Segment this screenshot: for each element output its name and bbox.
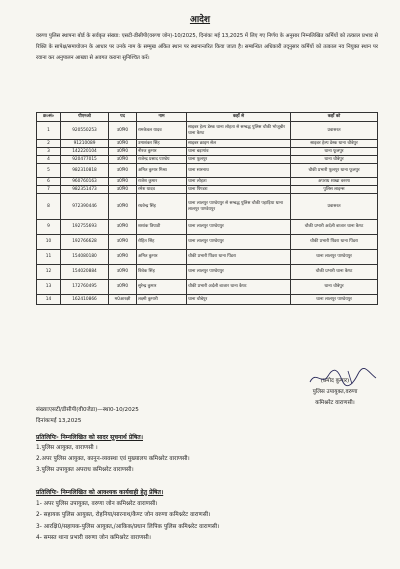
cell-pno: 920477015 bbox=[61, 156, 109, 164]
cell-name: रामकेवल यादव bbox=[137, 122, 187, 140]
cell-rank: उ0नि0 bbox=[109, 280, 137, 295]
cell-rank: उ0नि0 bbox=[109, 178, 137, 186]
cell-rank: उ0नि0 bbox=[109, 235, 137, 250]
cell-from: थाना लोहता bbox=[187, 178, 291, 186]
cell-from: चौकी प्रभारी पिंडरा थाना पिंडरा bbox=[187, 250, 291, 265]
copy-for-action bbox=[36, 487, 381, 545]
cell-rank: उ0नि0 bbox=[109, 140, 137, 148]
reference-block bbox=[36, 405, 139, 427]
cell-from: चौकी प्रभारी अर्दली बाजार थाना कैण्ट bbox=[187, 280, 291, 295]
reference-number: संख्याःएसटी/डीसीपी(वी0जेडा)—स्था0-10/2025 bbox=[36, 407, 139, 413]
table-row bbox=[37, 148, 378, 156]
cell-to: थाना चौबेपुर bbox=[291, 156, 378, 164]
cell-from: थाना लालपुर पाण्डेयपुर bbox=[187, 235, 291, 250]
copy-info-title: प्रतिलिपिः- निम्नलिखित को सादर सूचनार्थ प्रेषित। bbox=[36, 434, 143, 441]
order-intro-paragraph: वरुणा पुलिस स्थापना बोर्ड के सर्वकृत संख्या: एसटी-डीसीपी(वरुणा जोन)-10/2025, दिनांकः मई 13,2025 में लिए गए निर्णय के अनुसार निम्नलिखित कर्मियों को तत्काल प्रभाव से रिक्ति के सापेक्ष/समायोजन के आधार पर उनके नाम के सम्मुख अंकित स्थान पर स्थानान्तरित किया जाता है। सम्बन्धित अधिकारी तद्नुसार कर्मियों को तत्काल नव नियुक्त स्थान पर रवाना कर अनुपालन आख्या से अवगत कराना सुनिश्चित करें। bbox=[36, 33, 378, 61]
reference-date: दिनांकःमई 13,2025 bbox=[36, 418, 82, 424]
table-row bbox=[37, 250, 378, 265]
cell-pno: 192755693 bbox=[61, 220, 109, 235]
table-row bbox=[37, 156, 378, 164]
cell-serial: 8 bbox=[37, 194, 61, 220]
cell-serial: 12 bbox=[37, 265, 61, 280]
table-row bbox=[37, 220, 378, 235]
cell-pno: 920550253 bbox=[61, 122, 109, 140]
cell-pno: 972390446 bbox=[61, 194, 109, 220]
cell-from: थाना पिण्डरा bbox=[187, 186, 291, 194]
cell-name: विवेक सिंह bbox=[137, 265, 187, 280]
header-pno: पीएनओ bbox=[61, 113, 109, 122]
table-row bbox=[37, 122, 378, 140]
table-row bbox=[37, 164, 378, 178]
table-row bbox=[37, 140, 378, 148]
cell-pno: 960760163 bbox=[61, 178, 109, 186]
cell-rank: उ0नि0 bbox=[109, 250, 137, 265]
cell-rank: उ0नि0 bbox=[109, 156, 137, 164]
cell-rank: उ0नि0 bbox=[109, 122, 137, 140]
cell-serial: 13 bbox=[37, 280, 61, 295]
cell-name: लक्ष्मी कुमारी bbox=[137, 295, 187, 305]
cell-pno: 162410866 bbox=[61, 295, 109, 305]
cell-serial: 6 bbox=[37, 178, 61, 186]
cell-name: रघवेन्द्र सिंह bbox=[137, 194, 187, 220]
cell-from: साइबर क्राइम सेल bbox=[187, 140, 291, 148]
cell-to: चौकी प्रभारी अर्दली बाजार थाना कैण्ट bbox=[291, 220, 378, 235]
table-row bbox=[37, 265, 378, 280]
cell-to: अपराध शाखा वरुणा bbox=[291, 178, 378, 186]
header-rank: पद bbox=[109, 113, 137, 122]
cell-pno: 172760495 bbox=[61, 280, 109, 295]
cell-from: थाना बड़ागांव bbox=[187, 148, 291, 156]
cell-rank: उ0नि0 bbox=[109, 265, 137, 280]
cell-rank: उ0नि0 bbox=[109, 164, 137, 178]
cell-from: थाना फूलपुर bbox=[187, 156, 291, 164]
cell-name: रोहित सिंह bbox=[137, 235, 187, 250]
cell-to: थाना लालपुर पाण्डेयपुर bbox=[291, 250, 378, 265]
cell-rank: उ0नि0 bbox=[109, 186, 137, 194]
signatory-office: कमिश्नरेट वाराणसी। bbox=[315, 400, 355, 406]
header-to: कहाँ को bbox=[291, 113, 378, 122]
table-body bbox=[37, 122, 378, 305]
cell-from: थाना लालपुर पाण्डेयपुर bbox=[187, 220, 291, 235]
cell-to: थाना लालपुर पाण्डेयपुर bbox=[291, 295, 378, 305]
cell-name: अमित कुमार bbox=[137, 250, 187, 265]
list-item: 1.पुलिस आयुक्त, वाराणसी । bbox=[36, 445, 98, 451]
copy-for-information bbox=[36, 432, 381, 476]
cell-name: उमाशंकर सिंह bbox=[137, 140, 187, 148]
cell-pno: 154020884 bbox=[61, 265, 109, 280]
cell-name: सुरेन्द्र कुमार bbox=[137, 280, 187, 295]
cell-serial: 7 bbox=[37, 186, 61, 194]
cell-pno: 154080180 bbox=[61, 250, 109, 265]
cell-serial: 1 bbox=[37, 122, 61, 140]
cell-rank: म0आरक्षी bbox=[109, 295, 137, 305]
cell-to: पुलिस लाइन्स bbox=[291, 186, 378, 194]
document-title: आदेश bbox=[189, 15, 211, 25]
cell-pno: 192766628 bbox=[61, 235, 109, 250]
cell-name: राजेश कुमार bbox=[137, 178, 187, 186]
cell-serial: 5 bbox=[37, 164, 61, 178]
cell-serial: 4 bbox=[37, 156, 61, 164]
signature-scribble-icon bbox=[308, 368, 378, 388]
cell-name: नीरज कुमार bbox=[137, 148, 187, 156]
cell-from: थाना लालपुर पाण्डेयपुर से सम्बद्ध पुलिस चौकी पहाड़िया थाना लालपुर पाण्डेयपुर bbox=[187, 194, 291, 220]
cell-name: अमित कुमार मिश्रा bbox=[137, 164, 187, 178]
cell-from: थाना लालपुर पाण्डेयपुर bbox=[187, 265, 291, 280]
table-row bbox=[37, 178, 378, 186]
cell-to: चौकी प्रभारी पिंडरा थाना पिंडरा bbox=[291, 235, 378, 250]
cell-pno: 982310818 bbox=[61, 164, 109, 178]
cell-serial: 2 bbox=[37, 140, 61, 148]
cell-to: साइबर हेल्प डेस्क थाना चौबेपुर bbox=[291, 140, 378, 148]
signature-block bbox=[290, 376, 380, 409]
cell-serial: 9 bbox=[37, 220, 61, 235]
list-item: 2- सहायक पुलिस आयुक्त, रोहनिया/सारनाथ/कैण्ट जोन वरुणा कमिश्नरेट वाराणसी। bbox=[36, 512, 211, 518]
cell-from: साइबर हेल्प डेस्क थाना लोहता से सम्बद्ध पुलिस चौकी भोजूबीर थाना कैण्ट bbox=[187, 122, 291, 140]
list-item: 3- आरक्षि0/सहायक-पुलिस आयुक्त,/आकिक/प्रधान लिपिक पुलिस कमिश्नरेट वाराणसी। bbox=[36, 523, 220, 530]
signatory-designation: पुलिस उपायुक्त,वरुणा bbox=[312, 389, 358, 395]
cell-name: राजेन्द्र प्रसाद पाण्डेय bbox=[137, 156, 187, 164]
list-item: 4- समस्त थाना प्रभारी वरुणा जोन कमिश्नरेट वाराणसी। bbox=[36, 535, 151, 541]
header-serial: क्र०सं० bbox=[37, 113, 61, 122]
cell-name: शशांक त्रिपाठी bbox=[137, 220, 187, 235]
cell-to: चौकी प्रभारी थाना कैण्ट bbox=[291, 265, 378, 280]
cell-to: प्रवासरत bbox=[291, 194, 378, 220]
list-item: 2.अपर पुलिस आयुक्त, कानून-व्यवस्था एवं मुख्यालय कमिश्नरेट वाराणसी। bbox=[36, 456, 190, 462]
table-row bbox=[37, 186, 378, 194]
cell-pno: 142220104 bbox=[61, 148, 109, 156]
cell-rank: उ0नि0 bbox=[109, 194, 137, 220]
cell-serial: 10 bbox=[37, 235, 61, 250]
table-row bbox=[37, 295, 378, 305]
cell-serial: 3 bbox=[37, 148, 61, 156]
copy-action-title: प्रतिलिपिः- निम्नलिखित को आवश्यक कार्यवाही हेतु प्रेषित। bbox=[36, 489, 164, 496]
cell-to: प्रवासरत bbox=[291, 122, 378, 140]
cell-rank: उ0नि0 bbox=[109, 220, 137, 235]
cell-rank: उ0नि0 bbox=[109, 148, 137, 156]
transfer-table bbox=[36, 112, 378, 305]
list-item: 1- अपर पुलिस उपायुक्त, वरुणा जोन कमिश्नरेट वाराणसी। bbox=[36, 500, 158, 507]
cell-pno: 91210089 bbox=[61, 140, 109, 148]
header-name: नाम bbox=[137, 113, 187, 122]
table-row bbox=[37, 280, 378, 295]
cell-to: थाना फूलपुर bbox=[291, 148, 378, 156]
header-from: कहाँ से bbox=[187, 113, 291, 122]
cell-serial: 11 bbox=[37, 250, 61, 265]
cell-serial: 14 bbox=[37, 295, 61, 305]
cell-name: रमेश यादव bbox=[137, 186, 187, 194]
table-row bbox=[37, 194, 378, 220]
cell-from: थाना चौबेपुर bbox=[187, 295, 291, 305]
table-row bbox=[37, 235, 378, 250]
cell-to: थाना चौबेपुर bbox=[291, 280, 378, 295]
cell-to: चौकी प्रभारी फूलपुर थाना फूलपुर bbox=[291, 164, 378, 178]
signatory-name: (प्रमोद कुमार) bbox=[320, 378, 350, 384]
cell-from: थाना सारनाथ bbox=[187, 164, 291, 178]
list-item: 3.पुलिस उपायुक्त अपराध कमिश्नरेट वाराणसी। bbox=[36, 467, 134, 473]
table-header-row bbox=[37, 113, 378, 122]
cell-pno: 982351473 bbox=[61, 186, 109, 194]
